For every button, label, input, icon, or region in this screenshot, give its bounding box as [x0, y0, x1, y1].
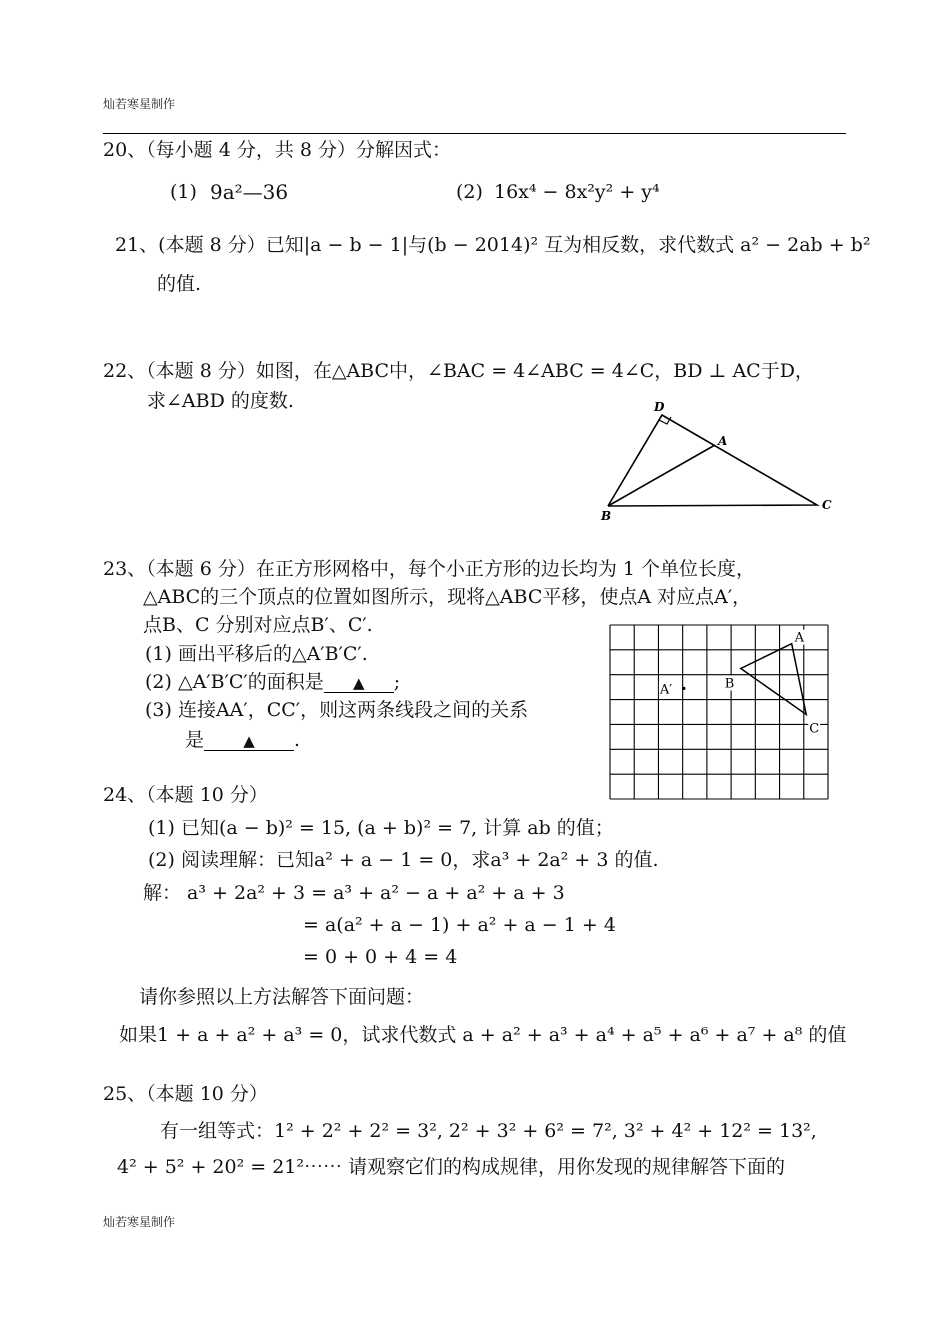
q23-sub3b-text: 是 [185, 729, 205, 751]
q20-title: 20、（每小题 4 分，共 8 分）分解因式： [103, 139, 452, 161]
header-rule [103, 133, 846, 134]
q20-part1-label: (1) [170, 181, 197, 203]
q23-line1: 23、（本题 6 分）在正方形网格中，每个小正方形的边长均为 1 个单位长度， [103, 558, 756, 580]
q23-sub2-text: (2) △A′B′C′的面积是 [145, 671, 324, 693]
triangle-abc [741, 644, 806, 715]
q23-sub3: (3) 连接AA′，CC′，则这两条线段之间的关系 [145, 699, 529, 721]
grid-label-b: B [724, 676, 735, 692]
segment-ba [608, 445, 715, 506]
q20-part2-label: (2) [456, 181, 483, 203]
point-a-prime [682, 687, 685, 690]
q20-part2-expr: 16x⁴ − 8x²y² + y⁴ [494, 181, 660, 203]
q22-line2: 求∠ABD 的度数. [147, 390, 294, 412]
q24-ask: 请你参照以上方法解答下面问题： [139, 986, 425, 1008]
q21-line2: 的值. [157, 273, 202, 295]
q23-sub2-blank: ▲ [324, 674, 394, 693]
header-maker: 灿若寒星制作 [103, 97, 176, 111]
q23-line3: 点B、C 分别对应点B′、C′. [143, 614, 373, 636]
label-a: A [718, 434, 728, 448]
q24-solution-line2: = a(a² + a − 1) + a² + a − 1 + 4 [303, 914, 616, 936]
q23-sub3b [185, 729, 300, 751]
q23-sub1: (1) 画出平移后的△A′B′C′. [145, 643, 368, 665]
q24-solution-line1: 解： a³ + 2a² + 3 = a³ + a² − a + a² + a + 3 [143, 882, 565, 904]
q22-line1: 22、（本题 8 分）如图，在△ABC中，∠BAC = 4∠ABC = 4∠C，BD ⊥ AC于D， [103, 360, 814, 382]
q25-title: 25、（本题 10 分） [103, 1083, 268, 1105]
q23-grid-figure [609, 624, 829, 800]
footer-maker: 灿若寒星制作 [103, 1215, 176, 1229]
q23-line2: △ABC的三个顶点的位置如图所示，现将△ABC平移，使点A 对应点A′， [143, 586, 752, 608]
triangle-edges [608, 415, 817, 506]
q24-part2: (2) 阅读理解：已知a² + a − 1 = 0，求a³ + 2a² + 3 的值. [148, 849, 659, 871]
label-d: D [654, 400, 665, 414]
q23-sub2 [145, 671, 400, 693]
q24-question: 如果1 + a + a² + a³ = 0，试求代数式 a + a² + a³ + a⁴ + a⁵ + a⁶ + a⁷ + a⁸ 的值 [119, 1024, 847, 1046]
q24-title: 24、（本题 10 分） [103, 784, 268, 806]
q22-triangle-figure [590, 395, 840, 525]
q21-line1: 21、(本题 8 分）已知|a − b − 1|与(b − 2014)² 互为相反数，求代数式 a² − 2ab + b² [115, 234, 871, 256]
label-b: B [601, 509, 612, 523]
q23-sub3b-end: . [294, 729, 301, 751]
q24-solution-line3: = 0 + 0 + 4 = 4 [303, 946, 458, 968]
grid-label-c: C [809, 721, 820, 737]
q23-sub2-end: ; [393, 671, 401, 693]
q20-part1-expr: 9a²—36 [210, 180, 289, 204]
grid-label-a-prime: A′ [659, 682, 673, 698]
q23-sub3b-blank: ▲ [204, 732, 294, 751]
grid-label-a: A [794, 630, 805, 646]
label-c: C [822, 498, 832, 512]
q25-line2: 4² + 5² + 20² = 21²⋯⋯ 请观察它们的构成规律，用你发现的规律解答下面的 [117, 1156, 786, 1178]
q25-line1: 有一组等式：1² + 2² + 2² = 3², 2² + 3² + 6² = 7², 3² + 4² + 12² = 13², [160, 1120, 817, 1142]
q24-part1: (1) 已知(a − b)² = 15, (a + b)² = 7, 计算 ab 的值； [148, 817, 614, 839]
